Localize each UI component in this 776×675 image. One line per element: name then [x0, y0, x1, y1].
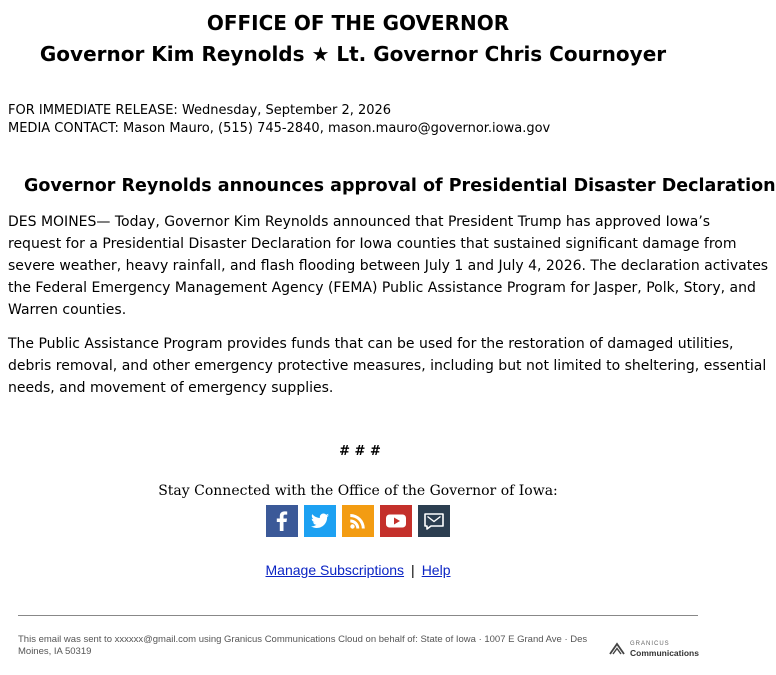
link-separator: |	[411, 562, 415, 578]
footer-disclaimer: This email was sent to xxxxxx@gmail.com using Granicus Communications Cloud on behalf of: State of Iowa · 1007 E Grand Ave · Des Moines, IA 50319	[18, 634, 588, 657]
release-date: FOR IMMEDIATE RELEASE: Wednesday, September 2, 2026	[8, 103, 392, 118]
paragraph-line: DES MOINES— Today, Governor Kim Reynolds announced that President Trump has approved Iowa’s	[8, 214, 711, 230]
rss-icon	[342, 505, 374, 537]
granicus-wordmark	[630, 640, 699, 658]
social-links	[266, 505, 450, 537]
facebook-icon	[266, 505, 298, 537]
press-headline: Governor Reynolds announces approval of Presidential Disaster Declaration	[24, 176, 776, 196]
granicus-brand-top: GRANICUS	[630, 641, 670, 647]
twitter-button[interactable]	[304, 505, 336, 537]
rss-button[interactable]	[342, 505, 374, 537]
facebook-button[interactable]	[266, 505, 298, 537]
youtube-icon	[380, 505, 412, 537]
release-info	[8, 102, 550, 138]
granicus-brand-bottom: Communications	[630, 648, 699, 658]
paragraph-line: request for a Presidential Disaster Declaration for Iowa counties that sustained significant damage from	[8, 236, 737, 252]
end-marks: # # #	[339, 444, 381, 459]
paragraph-line: needs, and movement of emergency supplies.	[8, 380, 334, 396]
granicus-logo[interactable]	[608, 640, 699, 658]
paragraph-line: severe weather, heavy rainfall, and flash flooding between July 1 and July 4, 2026. The declaration activates	[8, 258, 769, 274]
footer-links	[0, 560, 716, 580]
email-button[interactable]	[418, 505, 450, 537]
youtube-button[interactable]	[380, 505, 412, 537]
help-link[interactable]: Help	[421, 562, 451, 578]
paragraph-line: the Federal Emergency Management Agency (FEMA) Public Assistance Program for Jasper, Polk, Story, and	[8, 280, 756, 296]
paragraph-1	[8, 211, 769, 321]
paragraph-line: The Public Assistance Program provides funds that can be used for the restoration of damaged utilities,	[8, 336, 734, 352]
governor-subtitle: Governor Kim Reynolds ★ Lt. Governor Chris Cournoyer	[39, 42, 667, 66]
manage-subscriptions-link[interactable]: Manage Subscriptions	[265, 562, 405, 578]
office-title: OFFICE OF THE GOVERNOR	[206, 11, 510, 35]
paragraph-line: Warren counties.	[8, 302, 127, 318]
twitter-icon	[304, 505, 336, 537]
paragraph-line: debris removal, and other emergency protective measures, including but not limited to sheltering, essential	[8, 358, 767, 374]
paragraph-2	[8, 333, 767, 399]
email-icon	[418, 505, 450, 537]
granicus-mark-icon	[608, 641, 626, 657]
stay-connected-text: Stay Connected with the Office of the Governor of Iowa:	[158, 483, 558, 499]
media-contact: MEDIA CONTACT: Mason Mauro, (515) 745-2840, mason.mauro@governor.iowa.gov	[8, 121, 551, 136]
footer-divider	[18, 615, 698, 616]
